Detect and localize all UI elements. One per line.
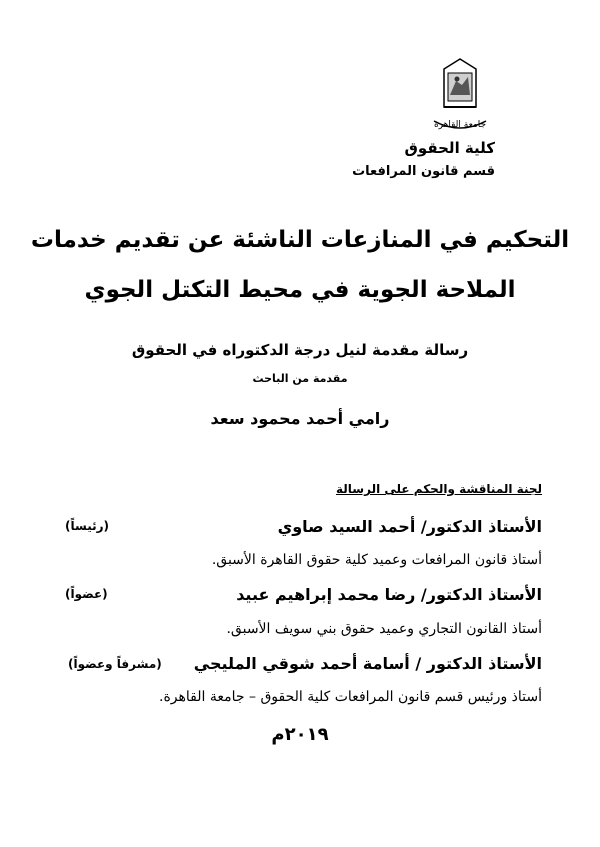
svg-text:جامعة القاهرة: جامعة القاهرة — [433, 120, 487, 130]
author-name: رامي أحمد محمود سعد — [210, 409, 390, 428]
faculty-name: كلية الحقوق — [404, 139, 495, 157]
committee-heading: لجنة المناقشة والحكم على الرسالة — [336, 482, 542, 496]
presented-by-label: مقدمة من الباحث — [252, 372, 348, 385]
committee-member-description: أستاذ ورئيس قسم قانون المرافعات كلية الحقوق – جامعة القاهرة. — [159, 689, 542, 705]
committee-member-name: الأستاذ الدكتور/ أحمد السيد صاوي — [277, 517, 542, 536]
committee-member-name: الأستاذ الدكتور / أسامة أحمد شوقي المليجي — [193, 654, 542, 673]
committee-member-description: أستاذ قانون المرافعات وعميد كلية حقوق القاهرة الأسبق. — [211, 552, 542, 568]
submission-year: ٢٠١٩م — [271, 724, 329, 745]
degree-statement: رسالة مقدمة لنيل درجة الدكتوراه في الحقوق — [131, 341, 469, 359]
department-name: قسم قانون المرافعات — [352, 164, 495, 179]
committee-member-role: (عضواً) — [65, 587, 108, 601]
committee-member-role: (مشرفاً وعضواً) — [68, 657, 162, 671]
cairo-university-emblem-icon — [420, 55, 500, 135]
committee-member-description: أستاذ القانون التجاري وعميد حقوق بني سويف الأسبق. — [226, 621, 542, 637]
thesis-title-line-1: التحكيم في المنازعات الناشئة عن تقديم خدمات — [30, 227, 570, 253]
committee-member-name: الأستاذ الدكتور/ رضا محمد إبراهيم عبيد — [236, 585, 542, 604]
thesis-title-line-2: الملاحة الجوية في محيط التكتل الجوي — [84, 277, 516, 303]
committee-member-role: (رئيساً) — [65, 519, 109, 533]
